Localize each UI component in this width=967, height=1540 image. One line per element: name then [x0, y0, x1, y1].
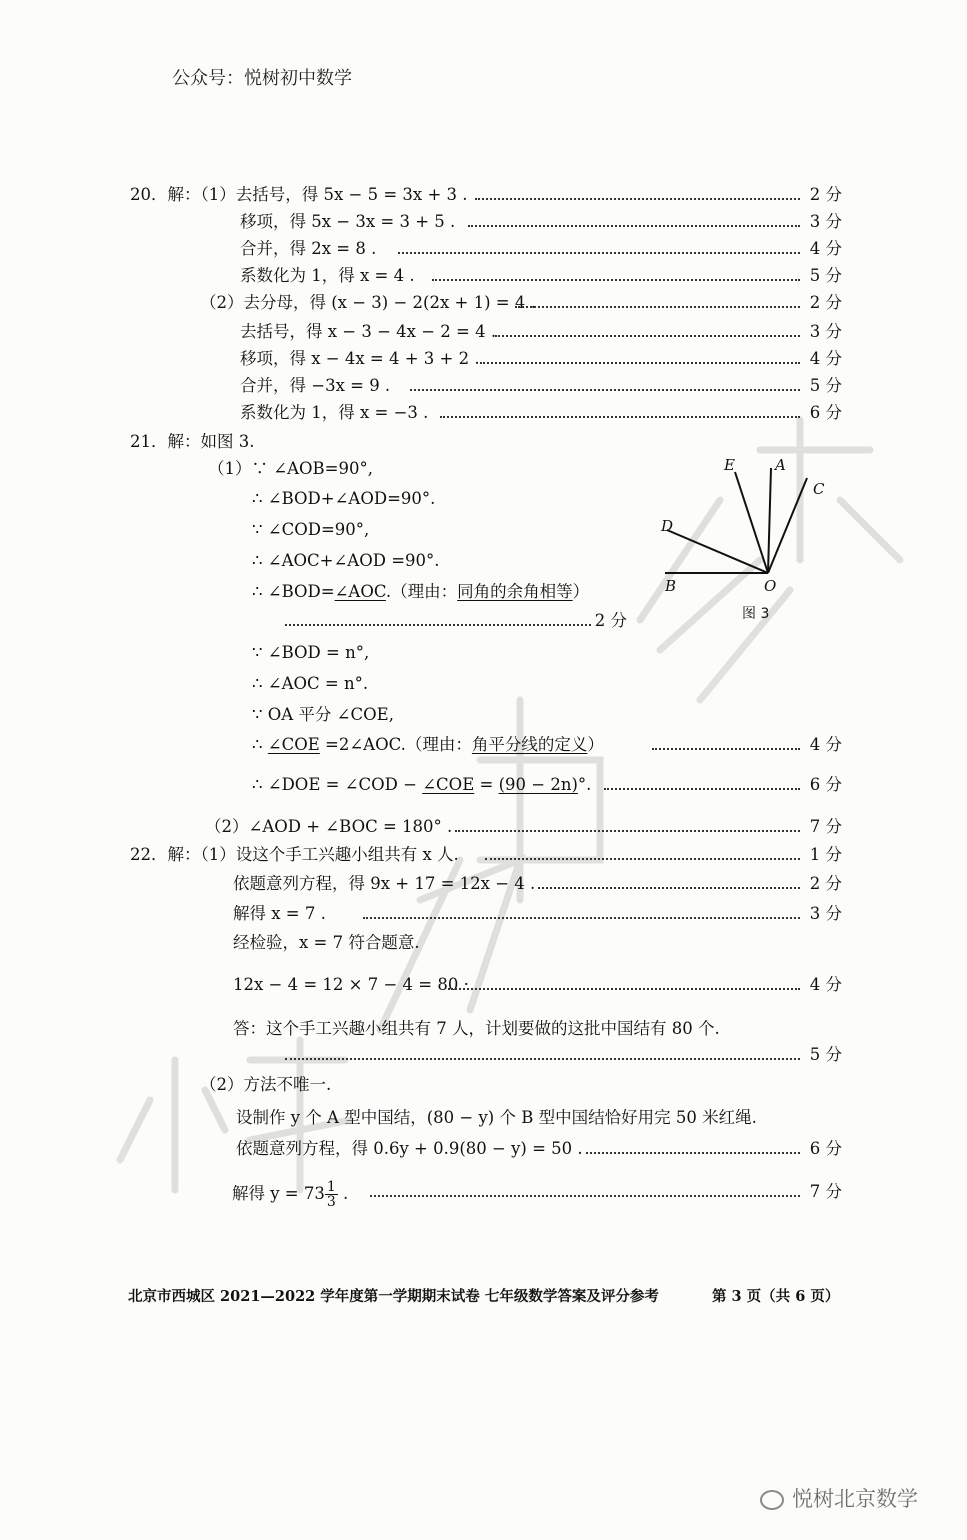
label-B: B	[665, 577, 677, 595]
label-E: E	[724, 456, 735, 474]
q22-line-9: 解得 y = 73 $\frac{1}{3}$ . 7 分	[232, 1179, 842, 1210]
brand-watermark: 悦树北京数学	[760, 1483, 918, 1513]
wechat-icon	[760, 1490, 784, 1510]
q20-line-3: 合并，得 2x = 8 . 4 分	[240, 237, 842, 261]
figure-caption: 图 3	[742, 606, 770, 622]
q22-line-3: 解得 x = 7 . 3 分	[233, 902, 842, 926]
q20-line-4: 系数化为 1，得 x = 4 . 5 分	[240, 264, 842, 288]
label-D: D	[661, 517, 674, 535]
score: 3 分	[809, 322, 842, 341]
score: 6 分	[809, 775, 842, 794]
score: 2 分	[809, 874, 842, 893]
label-O: O	[764, 577, 777, 595]
q20-line-9: 系数化为 1，得 x = −3 . 6 分	[240, 401, 842, 425]
q22-line-7: 设制作 y 个 A 型中国结，(80 − y) 个 B 型中国结恰好用完 50 米红绳.	[236, 1108, 757, 1127]
score: 4 分	[809, 349, 842, 368]
q22-score-line	[285, 1043, 842, 1067]
q21-intro: 21．解：如图 3.	[130, 432, 255, 451]
score: 1 分	[809, 845, 842, 864]
label-A: A	[775, 456, 786, 474]
q21-step-5: ∴ ∠BOD=∠AOC.（理由：同角的余角相等）	[252, 582, 590, 601]
score: 4 分	[809, 735, 842, 754]
score: 3 分	[809, 904, 842, 923]
q20-line-7: 移项，得 x − 4x = 4 + 3 + 2 . 4 分	[240, 347, 842, 371]
footer-page: 第 3 页（共 6 页）	[712, 1288, 840, 1305]
q22-line-4: 经检验，x = 7 符合题意.	[233, 933, 420, 952]
q20-line-1: 20．解：（1）去括号，得 5x − 5 = 3x + 3 . 2 分	[130, 183, 842, 207]
q22-line-5: 12x − 4 = 12 × 7 − 4 = 80 · 4 分	[233, 973, 842, 997]
score: 2 分	[594, 611, 627, 630]
score: 4 分	[809, 239, 842, 258]
score: 6 分	[809, 1139, 842, 1158]
q21-step-2: ∴ ∠BOD+∠AOD=90°.	[252, 489, 436, 508]
figure-3	[655, 450, 830, 630]
q21-step-8: ∵ OA 平分 ∠COE,	[252, 705, 394, 724]
q21-step-7: ∴ ∠AOC = n°.	[252, 674, 369, 693]
q21-step-9: ∴ ∠COE =2∠AOC.（理由：角平分线的定义） 4 分	[252, 733, 842, 757]
q22-line-2: 依题意列方程，得 9x + 17 = 12x − 4 . 2 分	[233, 872, 842, 896]
account-header: 公众号：悦树初中数学	[172, 68, 352, 89]
q22-answer: 答：这个手工兴趣小组共有 7 人，计划要做的这批中国结有 80 个.	[233, 1019, 720, 1038]
q20-line-5: （2）去分母，得 (x − 3) − 2(2x + 1) = 4 . 2 分	[200, 291, 842, 315]
q20-line-2: 移项，得 5x − 3x = 3 + 5 . 3 分	[240, 210, 842, 234]
score: 6 分	[809, 403, 842, 422]
q21-step-1: （1）∵ ∠AOB=90°,	[208, 459, 373, 478]
q22-part-2: （2）方法不唯一.	[200, 1075, 332, 1094]
score: 3 分	[809, 212, 842, 231]
q21-step-6: ∵ ∠BOD = n°,	[252, 643, 370, 662]
score: 5 分	[809, 1045, 842, 1064]
fraction: $\frac{1}{3}$	[326, 1179, 336, 1210]
score: 2 分	[809, 293, 842, 312]
q21-step-10: ∴ ∠DOE = ∠COD − ∠COE = (90 − 2n)°. 6 分	[252, 773, 842, 797]
score: 7 分	[809, 1182, 842, 1201]
q21-score-line-1	[285, 609, 627, 633]
footer-title: 北京市西城区 2021—2022 学年度第一学期期末试卷 七年级数学答案及评分参考	[128, 1288, 659, 1305]
label-C: C	[813, 480, 825, 498]
ray-OE	[735, 472, 768, 573]
ray-OA	[768, 468, 771, 573]
score: 2 分	[809, 185, 842, 204]
score: 5 分	[809, 266, 842, 285]
q20-line-8: 合并，得 −3x = 9 . 5 分	[240, 374, 842, 398]
q22-line-1: 22．解：（1）设这个手工兴趣小组共有 x 人. 1 分	[130, 843, 842, 867]
score: 5 分	[809, 376, 842, 395]
q21-part-2: （2）∠AOD + ∠BOC = 180° . 7 分	[205, 815, 842, 839]
q22-line-8: 依题意列方程，得 0.6y + 0.9(80 − y) = 50 . 6 分	[236, 1137, 842, 1161]
q21-step-4: ∴ ∠AOC+∠AOD =90°.	[252, 551, 440, 570]
q20-line-6: 去括号，得 x − 3 − 4x − 2 = 4 . 3 分	[240, 320, 842, 344]
ray-OD	[667, 530, 768, 573]
score: 4 分	[809, 975, 842, 994]
q21-step-3: ∵ ∠COD=90°,	[252, 520, 370, 539]
ray-OC	[768, 478, 807, 573]
score: 7 分	[809, 817, 842, 836]
